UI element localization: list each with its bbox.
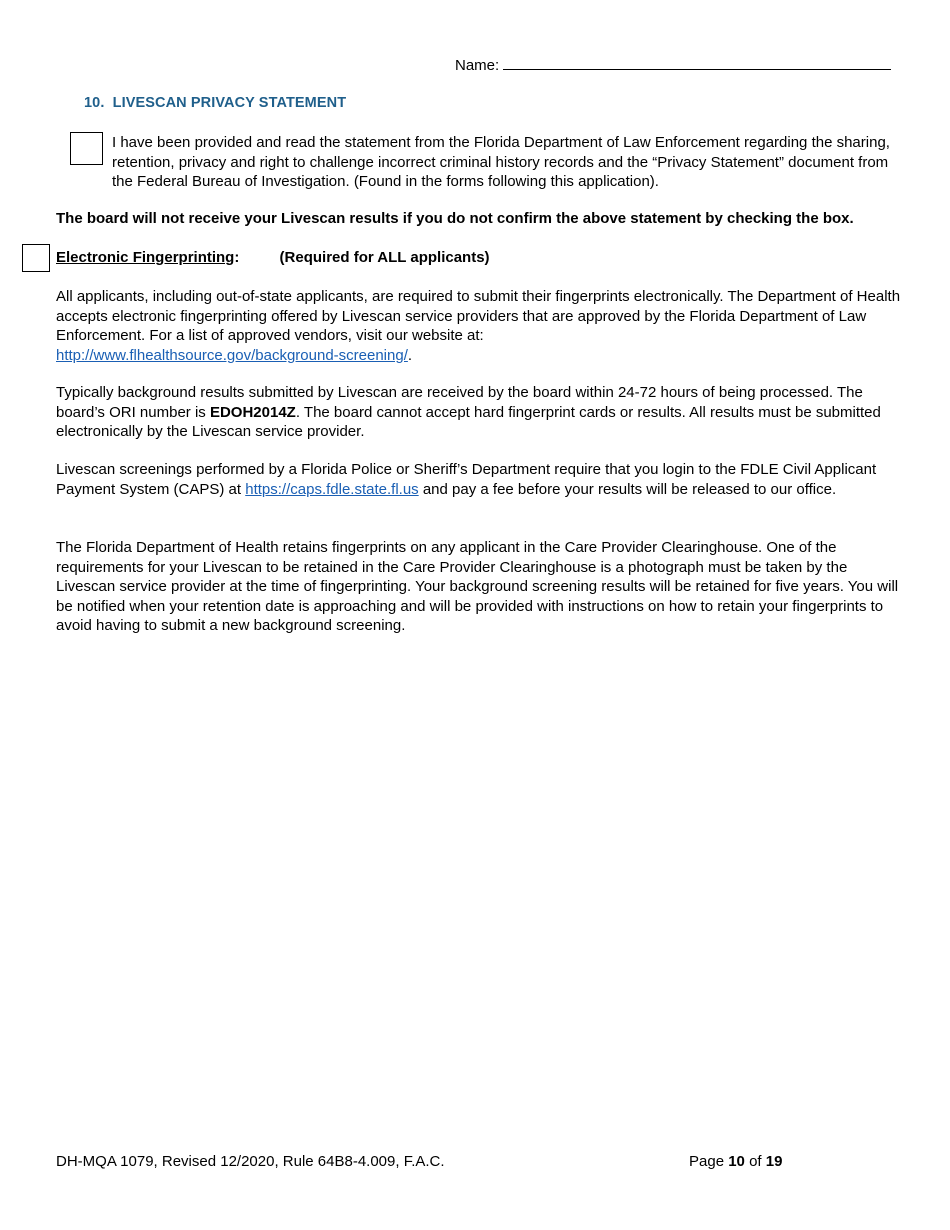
name-label: Name: [455,57,500,74]
paragraph-caps-text-b: and pay a fee before your results will be released to our office. [418,480,837,498]
page-word: Page [689,1153,725,1170]
electronic-fingerprinting-heading [56,249,490,266]
paragraph-caps-text-a: Livescan screenings performed by a Florida Police or Sheriff’s Department require that you login to the FDLE Civil Applicant Payment System (CAPS) at [56,461,877,498]
footer-form-id: DH-MQA 1079, Revised 12/2020, Rule 64B8-4.009, F.A.C. [56,1153,445,1170]
paragraph-applicants [56,287,901,365]
page-total: 19 [765,1153,783,1170]
electronic-fingerprinting-checkbox[interactable] [22,244,50,272]
electronic-fingerprinting-colon: : [234,249,240,266]
privacy-confirm-checkbox[interactable] [70,132,103,165]
paragraph-clearinghouse: The Florida Department of Health retains fingerprints on any applicant in the Care Provider Clearinghouse. One of the requirements for your Livescan to be retained in the Care Provider Clearinghouse is a photograph must be taken by the Livescan service provider at the time of fingerprinting. Your background screening results will be retained for five years. You will be notified when your retention date is approaching and will be provided with instructions on how to retain your fingerprints to avoid having to submit a new background screening. [56,539,899,635]
name-field-row [455,55,891,74]
name-input-line[interactable] [503,55,891,70]
section-title [84,95,346,111]
paragraph-caps [56,460,901,499]
electronic-fingerprinting-label: Electronic Fingerprinting [56,249,235,266]
caps-link[interactable]: https://caps.fdle.state.fl.us [245,480,419,498]
page-current: 10 [728,1153,745,1170]
flhealthsource-link[interactable]: http://www.flhealthsource.gov/background-screening/ [56,346,408,364]
section-title-text: LIVESCAN PRIVACY STATEMENT [112,95,347,111]
ori-number: EDOH2014Z [209,403,296,421]
footer-page-number [689,1153,782,1170]
of-word: of [749,1153,762,1170]
section-number: 10. [84,95,105,111]
paragraph-results-timing [56,383,901,442]
paragraph-applicants-text: All applicants, including out-of-state applicants, are required to submit their fingerprints electronically. The Department of Health accepts electronic fingerprinting offered by Livescan service providers that are approved by the Florida Department of Law Enforcement. For a list of approved vendors, visit our website at: [56,288,901,345]
paragraph-results-text-b: . The board cannot accept hard fingerprint cards or results. All results must be submitted electronically by the Livescan service provider. [56,403,881,441]
checkbox-warning: The board will not receive your Livescan results if you do not confirm the above statement by checking the box. [56,210,854,227]
required-note: (Required for ALL applicants) [279,249,490,266]
privacy-statement-text: I have been provided and read the statement from the Florida Department of Law Enforcement regarding the sharing, retention, privacy and right to challenge incorrect criminal history records and the “Privacy Statement” document from the Federal Bureau of Investigation. (Found in the forms following this application). [112,134,890,191]
paragraph-applicants-end: . [407,346,413,364]
paragraph-results-text-a: Typically background results submitted by Livescan are received by the board within 24-72 hours of being processed. The board’s ORI number is [56,384,863,421]
